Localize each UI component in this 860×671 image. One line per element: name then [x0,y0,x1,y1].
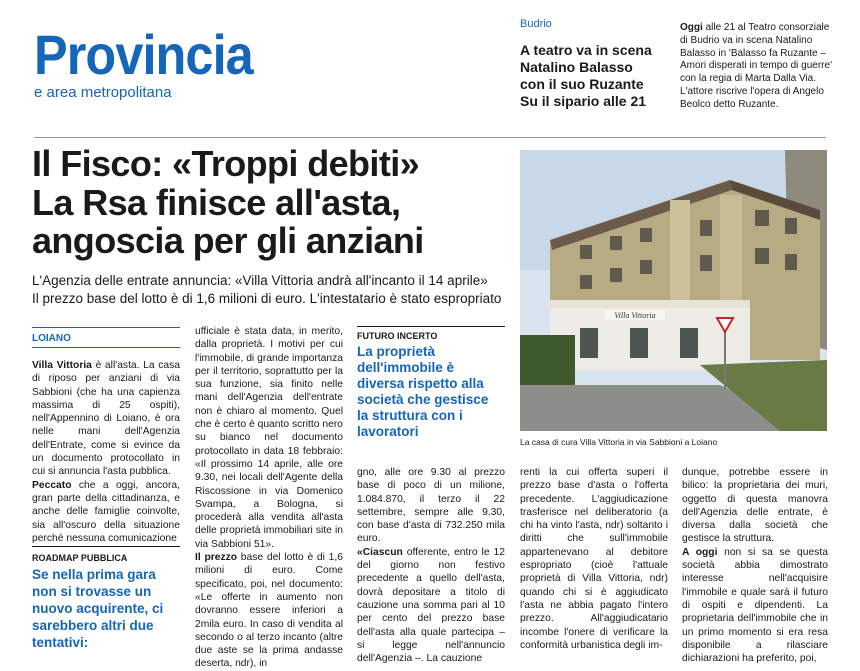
dateline-rule-bottom [32,347,180,348]
dateline: LOIANO [32,333,71,344]
headline-line-1: Il Fisco: «Troppi debiti» [32,143,420,184]
subhead-line-1: L'Agenzia delle entrate annuncia: «Villa Vittoria andrà all'incanto il 14 aprile» [32,273,488,288]
col1-paragraph-2: che a oggi, ancora, gran parte della cittadinanza, e anche delle famiglie coinvolte, sia all'oscuro della situazione perché nessuna comunicazione [32,479,180,544]
column-3 [357,466,505,665]
col5-paragraph-2: non si sa se questa società abbia dimostrato interesse nell'acquisire l'immobile e quale sarà il futuro di ospiti e dipendenti. La proprietaria dell'immobile che in un primo momento si era resa disponibile a rilasciare dichiarazioni ha preferito, poi, [682,546,828,665]
col3-paragraph-2: offerente, entro le 12 del giorno non festivo precedente a quello dell'asta, dovrà depositare a titolo di cauzione una somma pari al 10 per cento del prezzo base dell'asta alla quale partecipa – si legge nell'annuncio dell'Agenzia –. La cauzione [357,546,505,665]
future-headline: La proprietà dell'immobile è diversa rispetto alla società che gestisce la struttura con i lavoratori [357,344,489,439]
roadmap-rule [32,546,180,547]
column-5 [682,466,828,665]
col2-paragraph-1: ufficiale è stata data, in merito, dalla proprietà. I motivi per cui l'immobile, di grande importanza per il territorio, soprattutto per la sua funzione, sia finito nelle mani dell'Agenzia dell'entrate non è chiaro al momento. Quel che è certo è quanto scritto nero su bianco nel documento protocollato in data 18 febbraio: «Il prossimo 14 aprile, alle ore 9.30, nei locali dell'Agente della Riscossione in via Domenico Svampa, a Bologna, si procederà alla vendita all'asta delle proprietà immobiliari site in via Sabbioni 51». [195,326,343,550]
column-2 [195,325,343,671]
col5-paragraph-1: dunque, potrebbe essere in bilico: la proprietaria dei muri, oggetto di questa manovra dell'Agenzia delle entrate, è diversa dalla società che gestisce la struttura. [682,467,828,545]
building-photo [520,150,827,431]
col2-paragraph-2: base del lotto è di 1,6 milioni di euro. Come specificato, poi, nel documento: «Le offerte in aumento non dovranno essere inferiori a 2mila euro. In caso di vendita al secondo o al terzo incanto (altre due aste se la prima andasse deserta, ndr), in [195,552,343,670]
col3-paragraph-1: gno, alle ore 9.30 al prezzo base di poco di un milione, 1.084.870, il terzo il 22 settembre, sempre alle 9.30, con base d'asta di 732.250 mila euro. [357,467,505,545]
col3-lead: «Ciascun [357,546,403,558]
roadmap-kicker: ROADMAP PUBBLICA [32,553,128,563]
section-subtitle: e area metropolitana [34,84,172,101]
article-subheadline [32,272,512,308]
col1-lead: Villa Vittoria [32,360,92,371]
photo-sign: Villa Vittoria [614,311,656,320]
col2-lead: Il prezzo [195,552,238,564]
teaser-headline[interactable]: A teatro va in scena Natalino Balasso con il suo Ruzante Su il sipario alle 21 [520,42,652,109]
teaser-lead: Oggi [680,22,703,33]
header-divider [34,137,826,138]
column-4 [520,466,668,652]
teaser-kicker: Budrio [520,18,552,30]
col1-lead-2: Peccato [32,479,72,491]
col4-paragraph-1: renti la cui offerta superi il prezzo base d'asta o l'offerta precedente. L'aggiudicazione trasferisce nel deliberatorio (a chi ha vinto l'asta, ndr) soltanto i diritti che sull'immobile appartenevano al debitore espropriato (cioè l'attuale proprietà di Villa Vittoria, ndr) quando chi si è aggiudicato l'asta ne abbia pagato l'intero prezzo. All'aggiudicatario incombe l'onere di verificare la conformità urbanistica degli im- [520,467,668,651]
headline-line-3: angoscia per gli anziani [32,220,424,261]
teaser-body [680,22,835,112]
article-headline [32,145,512,261]
teaser-text: alle 21 al Teatro consorziale di Budrio va in scena Natalino Balasso in 'Balasso fa Ruzante – Amori disperati in tempo di guerre' con la regia di Marta Dalla Via. L'attore riscrive l'opera di Angelo Beolco detto Ruzante. [680,22,832,110]
column-1 [32,359,180,545]
roadmap-headline: Se nella prima gara non si trovasse un nuovo acquirente, ci sarebbero altri due tentativi: [32,567,164,650]
future-rule [357,326,505,327]
article-photo [520,150,827,431]
subhead-line-2: Il prezzo base del lotto è di 1,6 milioni di euro. L'intestatario è stato espropriato [32,291,502,306]
col1-paragraph-1: è all'asta. La casa di riposo per anziani di via Sabbioni (che ha una capienza massima di 25 ospiti), nell'Appennino di Loiano, è ora nelle mani dell'Agenzia dell'Entrate, come si evince da un documento protocollato in cui si annuncia l'asta pubblica. [32,360,180,478]
dateline-rule [32,327,180,328]
section-masthead: Provincia [34,23,253,86]
future-kicker: FUTURO INCERTO [357,331,438,341]
headline-line-2: La Rsa finisce all'asta, [32,181,401,223]
photo-caption: La casa di cura Villa Vittoria in via Sabbioni a Loiano [520,437,718,447]
col5-lead: A oggi [682,546,718,558]
